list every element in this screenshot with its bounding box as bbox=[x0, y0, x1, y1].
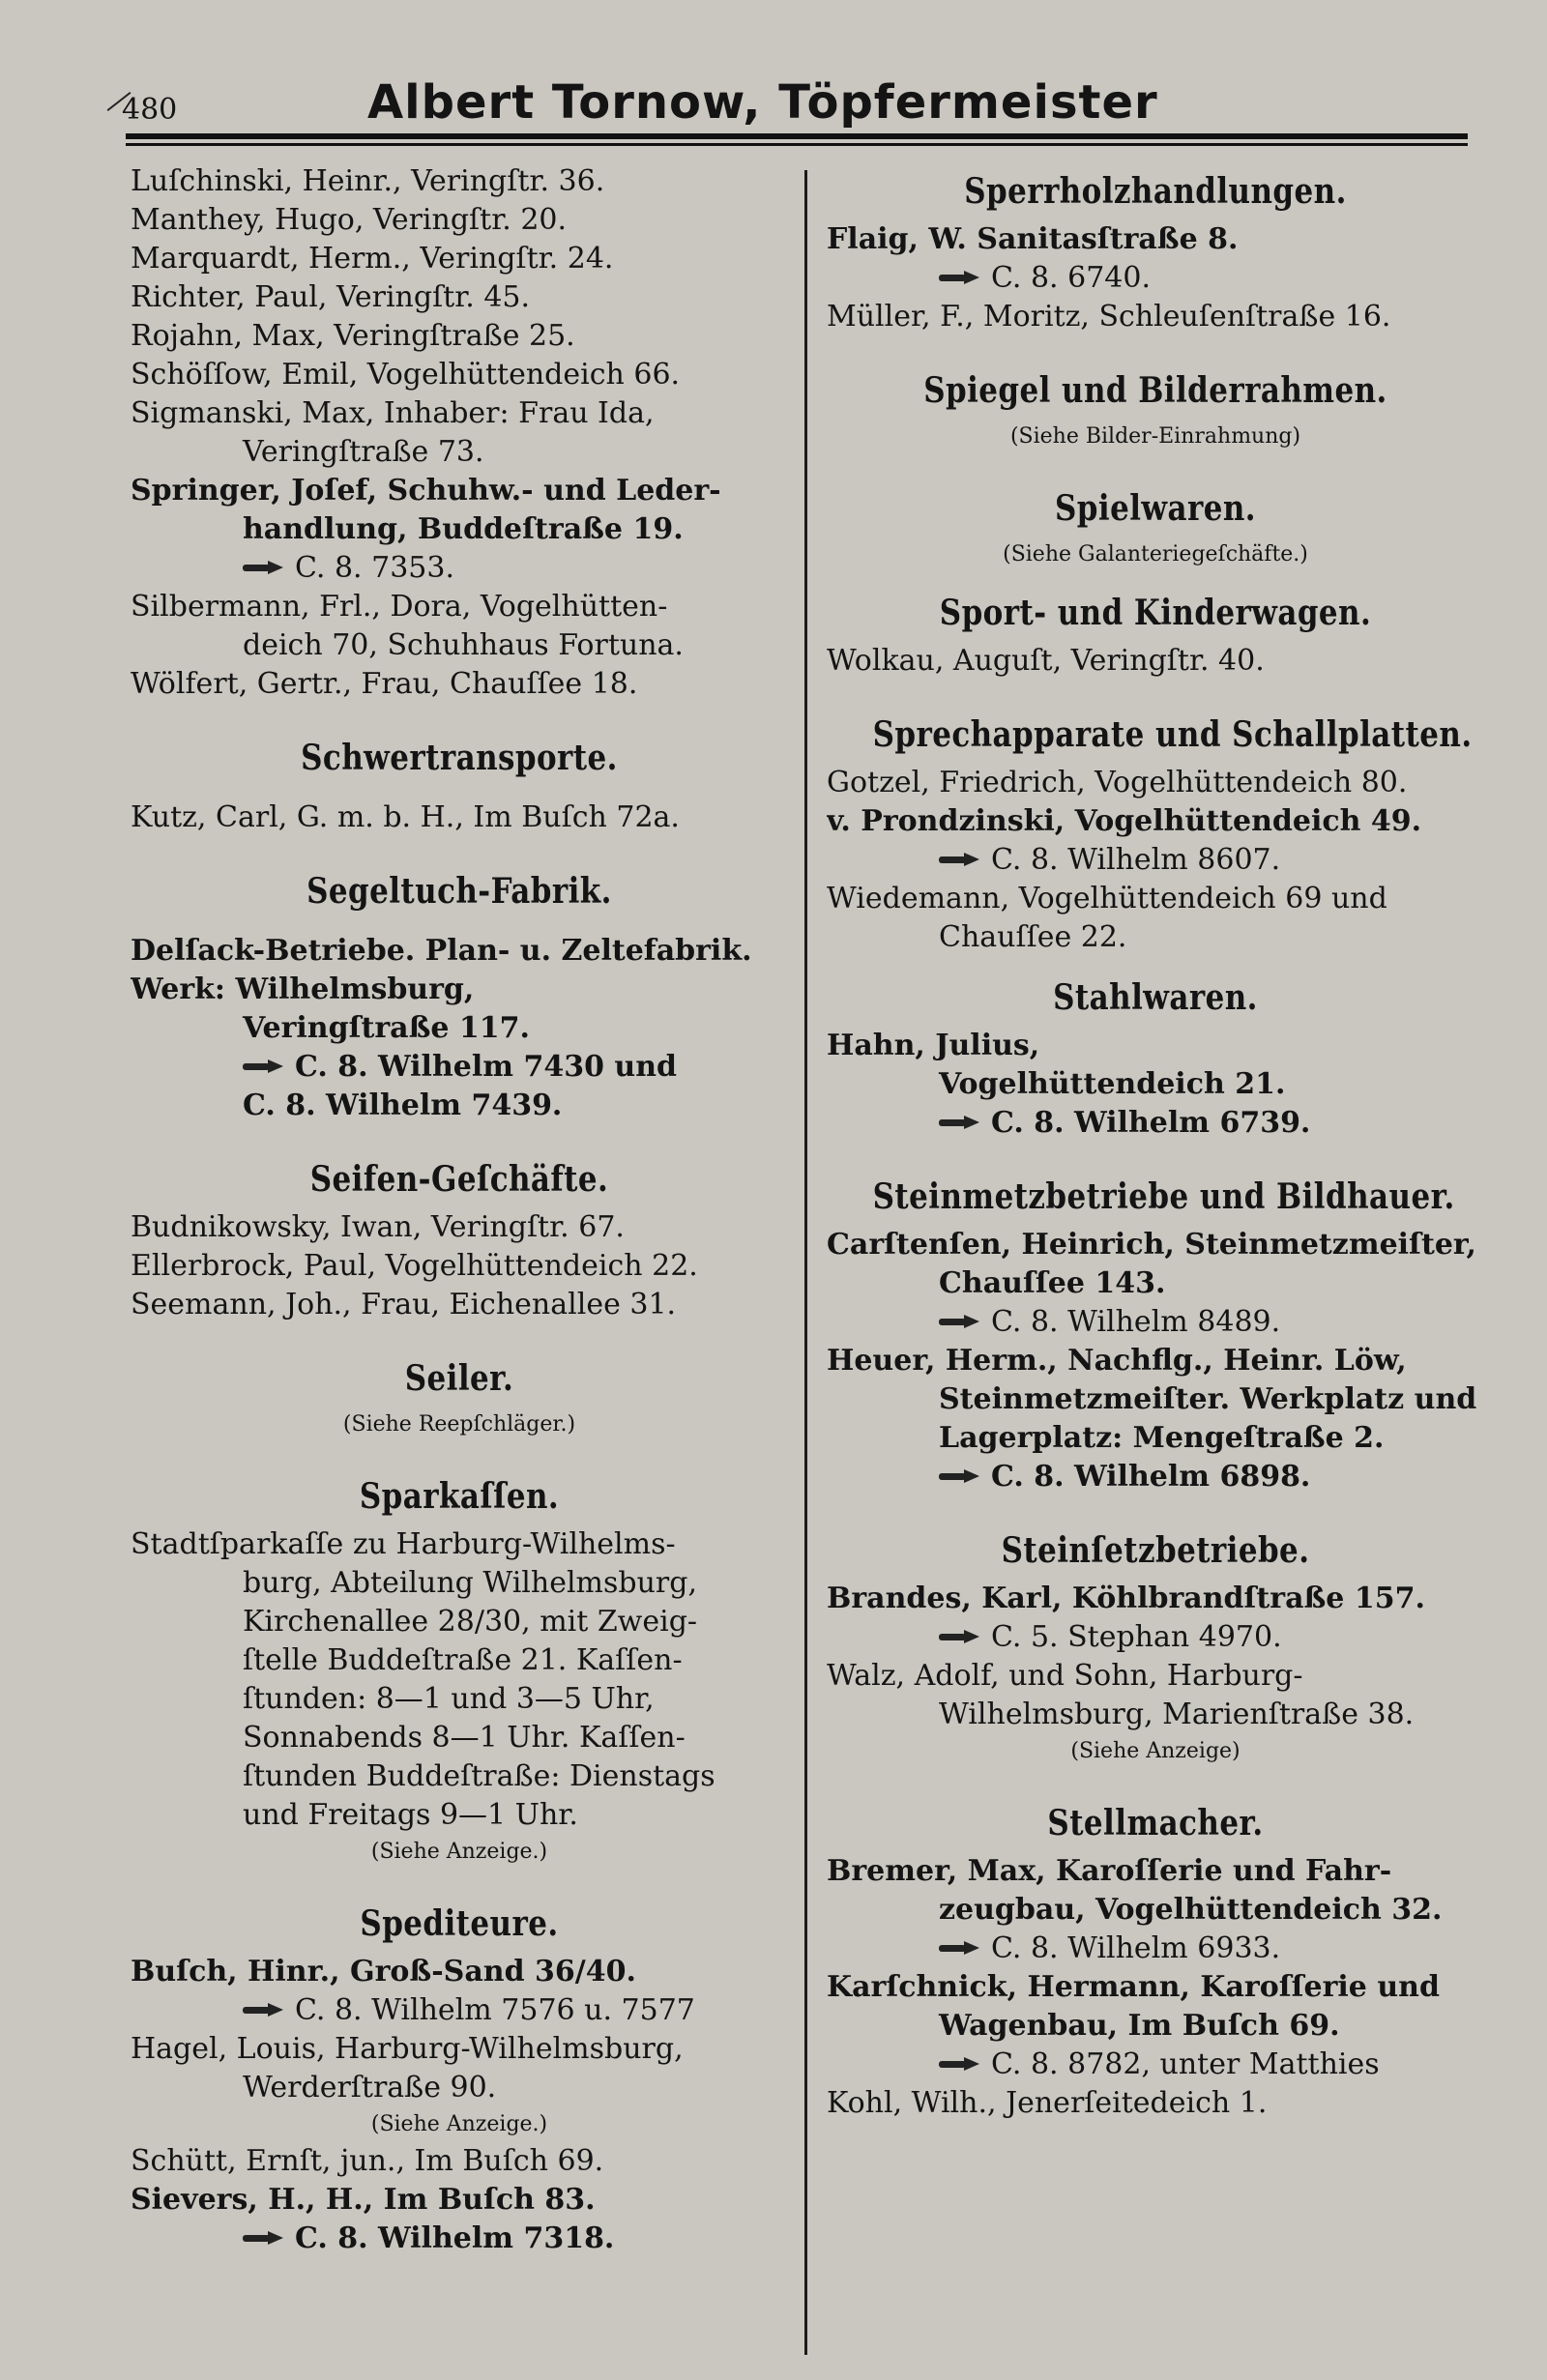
spacer bbox=[131, 787, 788, 798]
directory-entry: Ellerbrock, Paul, Vogelhüttendeich 22. bbox=[131, 1249, 698, 1283]
directory-entry: Rojahn, Max, Veringſtraße 25. bbox=[131, 319, 575, 353]
directory-entry: Werk: Wilhelmsburg, bbox=[131, 972, 475, 1006]
directory-entry: Hagel, Louis, Harburg-Wilhelmsburg, bbox=[131, 2032, 684, 2066]
directory-entry: Richter, Paul, Veringſtr. 45. bbox=[131, 280, 531, 314]
section-heading: Steinſetzbetriebe. bbox=[1001, 1530, 1310, 1571]
telephone-number: C. 8. 6740. bbox=[991, 261, 1151, 295]
entry-continuation: Werderſtraße 90. bbox=[243, 2071, 497, 2104]
column-divider bbox=[804, 170, 807, 2355]
telephone-line bbox=[827, 259, 1484, 298]
telephone-line bbox=[827, 1458, 1484, 1496]
spacer bbox=[131, 1442, 788, 1467]
directory-entry: Buſch, Hinr., Groß-Sand 36/40. bbox=[131, 1955, 636, 1988]
directory-entry: v. Prondzinski, Vogelhüttendeich 49. bbox=[827, 804, 1422, 838]
section-heading: Seiler. bbox=[404, 1358, 514, 1399]
telephone-line bbox=[131, 2220, 788, 2258]
spacer bbox=[827, 572, 1484, 584]
entry-continuation: handlung, Buddeſtraße 19. bbox=[243, 512, 684, 546]
directory-entry: Carſtenſen, Heinrich, Steinmetzmeiſter, bbox=[827, 1228, 1476, 1262]
directory-entry: Wiedemann, Vogelhüttendeich 69 und bbox=[827, 882, 1387, 915]
directory-entry: Delſack-Betriebe. Plan- u. Zeltefabrik. bbox=[131, 934, 752, 968]
telephone-line bbox=[827, 1618, 1484, 1657]
section-heading: Spielwaren. bbox=[1055, 488, 1256, 529]
spacer bbox=[827, 454, 1484, 479]
entry-continuation: Vogelhüttendeich 21. bbox=[939, 1067, 1286, 1101]
telephone-number: C. 8. 7353. bbox=[295, 551, 454, 585]
spacer bbox=[131, 1324, 788, 1350]
telephone-hand-icon bbox=[939, 1630, 981, 1643]
telephone-number: C. 8. 8782, unter Matthies bbox=[991, 2047, 1380, 2081]
telephone-hand-icon bbox=[939, 1941, 981, 1955]
section-heading: Spediteure. bbox=[360, 1903, 559, 1944]
directory-entry: Hahn, Julius, bbox=[827, 1029, 1040, 1062]
telephone-hand-icon bbox=[939, 1315, 981, 1328]
cross-reference-note: (Siehe Reepſchläger.) bbox=[342, 1412, 576, 1437]
telephone-number: C. 8. Wilhelm 6933. bbox=[991, 1931, 1281, 1965]
page-number: 480 bbox=[122, 93, 178, 127]
spacer bbox=[827, 681, 1484, 706]
telephone-hand-icon bbox=[243, 2003, 285, 2017]
spacer bbox=[827, 1769, 1484, 1794]
entry-continuation: C. 8. Wilhelm 7439. bbox=[243, 1088, 563, 1122]
section-heading: Sparkaſſen. bbox=[359, 1476, 560, 1517]
entry-continuation: Lagerplatz: Mengeſtraße 2. bbox=[939, 1421, 1385, 1455]
entry-continuation: ſtunden Buddeſtraße: Dienstags bbox=[243, 1759, 715, 1793]
telephone-number: C. 8. Wilhelm 6739. bbox=[991, 1106, 1311, 1140]
cross-reference-note: (Siehe Galanteriegeſchäfte.) bbox=[1003, 542, 1308, 566]
directory-entry: Schütt, Ernſt, jun., Im Buſch 69. bbox=[131, 2144, 604, 2178]
spacer bbox=[827, 1143, 1484, 1168]
directory-entry: Sievers, H., H., Im Buſch 83. bbox=[131, 2183, 596, 2217]
entry-continuation: Chauſſee 22. bbox=[939, 920, 1127, 954]
section-heading: Sport- und Kinderwagen. bbox=[939, 593, 1372, 633]
cross-reference-note: (Siehe Anzeige) bbox=[1070, 1739, 1241, 1763]
entry-continuation: ſtunden: 8—1 und 3—5 Uhr, bbox=[243, 1682, 655, 1716]
telephone-line bbox=[827, 1104, 1484, 1143]
telephone-line bbox=[131, 549, 788, 588]
directory-entry: Seemann, Joh., Frau, Eichenallee 31. bbox=[131, 1288, 677, 1321]
telephone-number: C. 5. Stephan 4970. bbox=[991, 1620, 1282, 1654]
directory-entry: Wölfert, Gertr., Frau, Chauſſee 18. bbox=[131, 667, 638, 701]
entry-continuation: deich 70, Schuhhaus Fortuna. bbox=[243, 628, 684, 662]
section-heading: Stellmacher. bbox=[1047, 1803, 1264, 1843]
telephone-line bbox=[131, 1991, 788, 2030]
telephone-number: C. 8. Wilhelm 7430 und bbox=[295, 1050, 677, 1084]
directory-entry: Schöſſow, Emil, Vogelhüttendeich 66. bbox=[131, 358, 681, 392]
telephone-number: C. 8. Wilhelm 7576 u. 7577 bbox=[295, 1993, 695, 2027]
section-heading: Seifen-Geſchäfte. bbox=[309, 1159, 609, 1200]
entry-continuation: Wilhelmsburg, Marienſtraße 38. bbox=[939, 1698, 1415, 1731]
telephone-hand-icon bbox=[939, 1116, 981, 1129]
telephone-line bbox=[827, 1303, 1484, 1342]
page-title: Albert Tornow, Töpfermeister bbox=[367, 75, 1158, 130]
section-heading: Spiegel und Bilderrahmen. bbox=[923, 370, 1387, 411]
entry-continuation: Veringſtraße 117. bbox=[243, 1011, 530, 1045]
telephone-hand-icon bbox=[939, 853, 981, 866]
page-header bbox=[116, 75, 1470, 137]
directory-entry: Springer, Joſef, Schuhw.- und Leder- bbox=[131, 474, 721, 508]
entry-continuation: und Freitags 9—1 Uhr. bbox=[243, 1798, 578, 1832]
entry-continuation: Wagenbau, Im Buſch 69. bbox=[939, 2009, 1340, 2043]
entry-continuation: ſtelle Buddeſtraße 21. Kaſſen- bbox=[243, 1643, 683, 1677]
directory-entry: Müller, F., Moritz, Schleuſenſtraße 16. bbox=[827, 300, 1391, 334]
telephone-hand-icon bbox=[243, 1059, 285, 1073]
telephone-number: C. 8. Wilhelm 8607. bbox=[991, 843, 1281, 877]
spacer bbox=[827, 1496, 1484, 1522]
entry-continuation: Sonnabends 8—1 Uhr. Kaſſen- bbox=[243, 1721, 686, 1755]
directory-entry: Budnikowsky, Iwan, Veringſtr. 67. bbox=[131, 1210, 625, 1244]
entry-continuation: Kirchenallee 28/30, mit Zweig- bbox=[243, 1605, 698, 1639]
telephone-line bbox=[827, 2046, 1484, 2084]
telephone-number: C. 8. Wilhelm 7318. bbox=[295, 2221, 615, 2255]
header-rule-thick bbox=[126, 133, 1468, 139]
directory-entry: Flaig, W. Sanitasſtraße 8. bbox=[827, 222, 1239, 256]
section-heading: Segeltuch-Fabrik. bbox=[306, 871, 612, 912]
directory-entry: Heuer, Herm., Nachflg., Heinr. Löw, bbox=[827, 1344, 1407, 1378]
section-heading: Schwertransporte. bbox=[301, 738, 618, 778]
spacer bbox=[131, 837, 788, 862]
spacer bbox=[131, 704, 788, 729]
left-column bbox=[131, 162, 788, 2258]
section-heading: Sprechapparate und Schallplatten. bbox=[872, 714, 1473, 755]
entry-continuation: zeugbau, Vogelhüttendeich 32. bbox=[939, 1893, 1443, 1927]
spacer bbox=[827, 336, 1484, 362]
telephone-line bbox=[827, 1930, 1484, 1968]
cross-reference-note: (Siehe Bilder-Einrahmung) bbox=[1009, 424, 1301, 449]
directory-entry: Walz, Adolf, und Sohn, Harburg- bbox=[827, 1659, 1303, 1693]
directory-entry: Brandes, Karl, Köhlbrandſtraße 157. bbox=[827, 1582, 1425, 1615]
entry-continuation: burg, Abteilung Wilhelmsburg, bbox=[243, 1566, 698, 1600]
cross-reference-note: (Siehe Anzeige.) bbox=[370, 2112, 548, 2136]
directory-entry: Silbermann, Frl., Dora, Vogelhütten- bbox=[131, 590, 668, 624]
directory-entry: Kutz, Carl, G. m. b. H., Im Buſch 72a. bbox=[131, 800, 680, 834]
header-rule-thin bbox=[126, 143, 1468, 146]
spacer bbox=[131, 920, 788, 932]
telephone-hand-icon bbox=[939, 1469, 981, 1483]
cross-reference-note: (Siehe Anzeige.) bbox=[370, 1840, 548, 1864]
telephone-line bbox=[131, 1048, 788, 1087]
directory-entry: Sigmanski, Max, Inhaber: Frau Ida, bbox=[131, 396, 655, 430]
entry-continuation: Veringſtraße 73. bbox=[243, 435, 484, 469]
section-heading: Sperrholzhandlungen. bbox=[964, 171, 1347, 212]
entry-continuation: Steinmetzmeiſter. Werkplatz und bbox=[939, 1382, 1477, 1416]
spacer bbox=[131, 1870, 788, 1895]
telephone-hand-icon bbox=[243, 2231, 285, 2245]
directory-entry: Marquardt, Herm., Veringſtr. 24. bbox=[131, 242, 614, 276]
directory-entry: Luſchinski, Heinr., Veringſtr. 36. bbox=[131, 164, 605, 198]
directory-entry: Stadtſparkaſſe zu Harburg-Wilhelms- bbox=[131, 1527, 676, 1561]
spacer bbox=[131, 1125, 788, 1150]
directory-entry: Bremer, Max, Karoſſerie und Fahr- bbox=[827, 1854, 1392, 1888]
telephone-hand-icon bbox=[939, 271, 981, 284]
telephone-number: C. 8. Wilhelm 8489. bbox=[991, 1305, 1281, 1339]
telephone-hand-icon bbox=[939, 2057, 981, 2071]
entry-continuation: Chauſſee 143. bbox=[939, 1266, 1166, 1300]
section-heading: Steinmetzbetriebe und Bildhauer. bbox=[872, 1176, 1455, 1217]
telephone-hand-icon bbox=[243, 561, 285, 574]
telephone-line bbox=[827, 841, 1484, 880]
telephone-number: C. 8. Wilhelm 6898. bbox=[991, 1460, 1311, 1494]
directory-entry: Wolkau, Auguſt, Veringſtr. 40. bbox=[827, 644, 1265, 678]
directory-entry: Karſchnick, Hermann, Karoſſerie und bbox=[827, 1970, 1440, 2004]
directory-entry: Kohl, Wilh., Jenerſeitedeich 1. bbox=[827, 2086, 1268, 2120]
right-column bbox=[827, 162, 1484, 2123]
directory-entry: Manthey, Hugo, Veringſtr. 20. bbox=[131, 203, 568, 237]
directory-entry: Gotzel, Friedrich, Vogelhüttendeich 80. bbox=[827, 766, 1408, 799]
spacer bbox=[827, 957, 1484, 969]
section-heading: Stahlwaren. bbox=[1053, 977, 1258, 1018]
